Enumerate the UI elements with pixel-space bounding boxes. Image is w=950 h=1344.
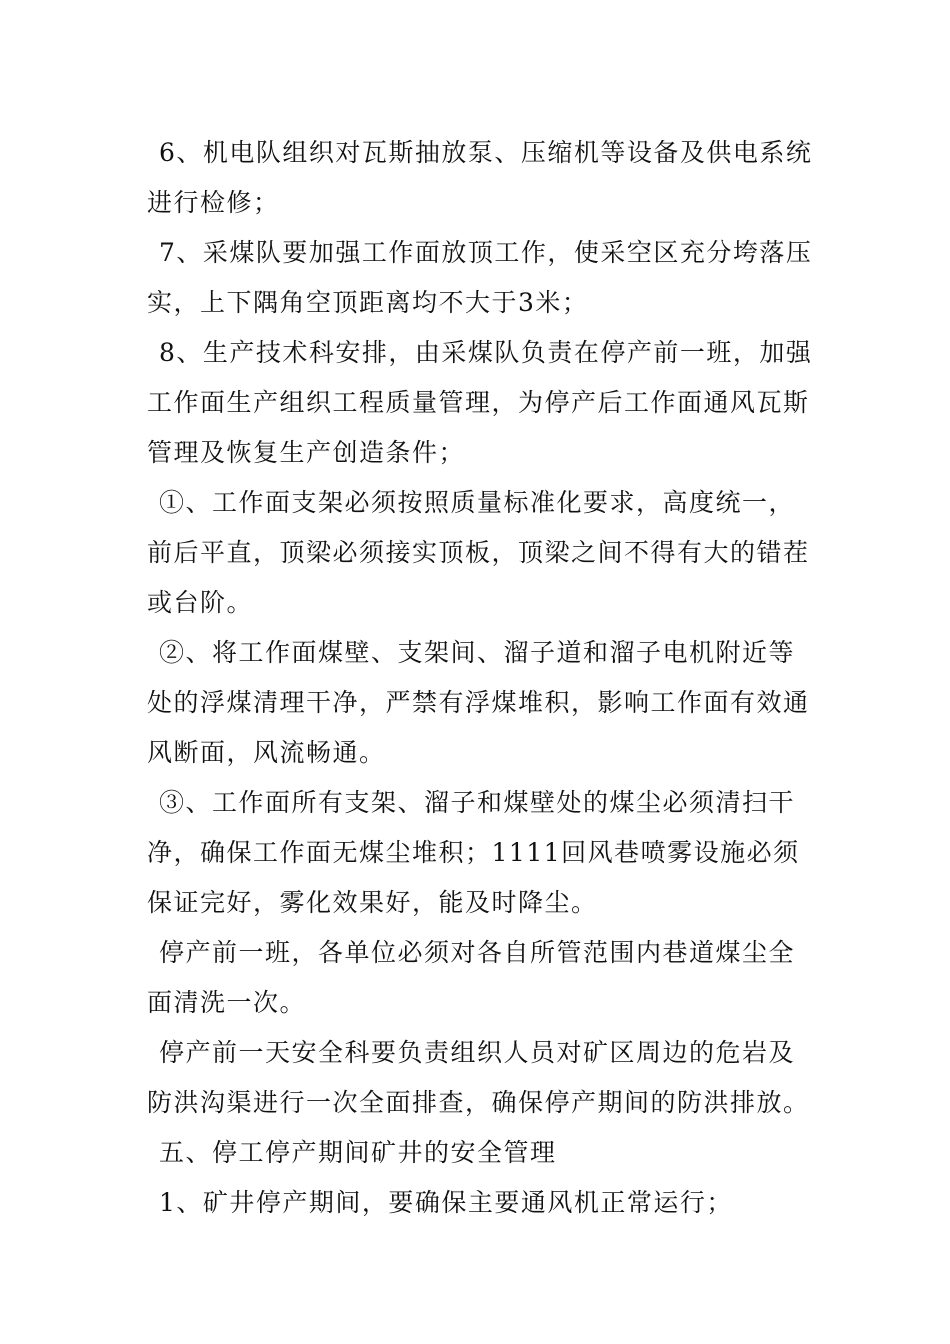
- paragraph-flood-inspection: 停产前一天安全科要负责组织人员对矿区周边的危岩及防洪沟渠进行一次全面排查，确保停产期间的防洪排放。: [147, 1038, 810, 1117]
- paragraph-subitem-3: ③、工作面所有支架、溜子和煤壁处的煤尘必须清扫干净，确保工作面无煤尘堆积；1111回风巷喷雾设施必须保证完好，雾化效果好，能及时降尘。: [147, 788, 800, 917]
- paragraph-item-6: 6、机电队组织对瓦斯抽放泵、压缩机等设备及供电系统进行检修；: [147, 138, 813, 217]
- paragraph-item-7: 7、采煤队要加强工作面放顶工作，使采空区充分垮落压实，上下隅角空顶距离均不大于3米；: [147, 238, 813, 317]
- paragraph-subitem-2: ②、将工作面煤壁、支架间、溜子道和溜子电机附近等处的浮煤清理干净，严禁有浮煤堆积，影响工作面有效通风断面，风流畅通。: [147, 638, 810, 767]
- document-body: [147, 128, 817, 1228]
- paragraph-subitem-1: ①、工作面支架必须按照质量标准化要求，高度统一，前后平直，顶梁必须接实顶板，顶梁之间不得有大的错茬或台阶。: [147, 488, 810, 617]
- section-heading-5: 五、停工停产期间矿井的安全管理: [159, 1138, 557, 1167]
- paragraph-item-8: 8、生产技术科安排，由采煤队负责在停产前一班，加强工作面生产组织工程质量管理，为停产后工作面通风瓦斯管理及恢复生产创造条件；: [147, 338, 813, 467]
- paragraph-dust-cleaning: 停产前一班，各单位必须对各自所管范围内巷道煤尘全面清洗一次。: [147, 938, 796, 1017]
- paragraph-item-1: 1、矿井停产期间，要确保主要通风机正常运行；: [159, 1188, 733, 1217]
